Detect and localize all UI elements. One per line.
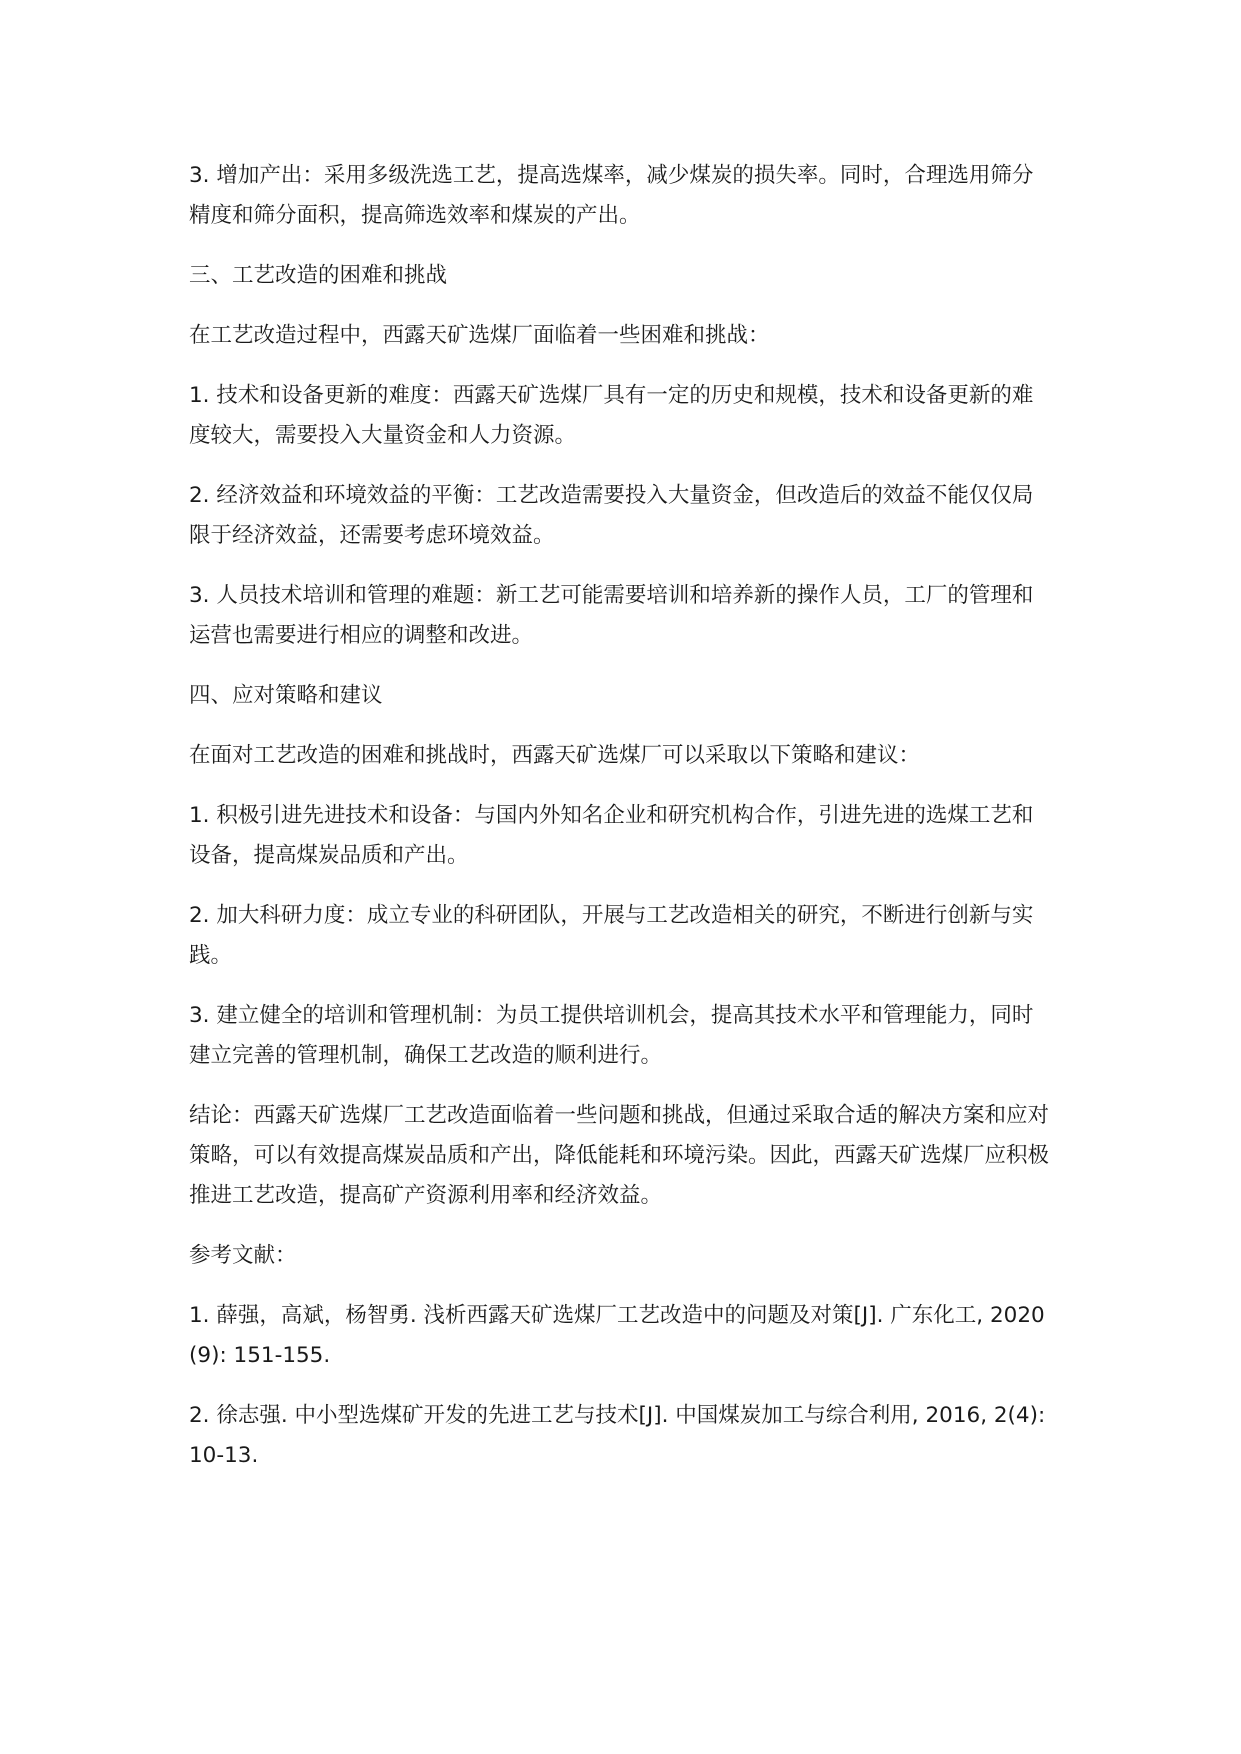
section-heading-strategies: 四、应对策略和建议 xyxy=(189,683,383,708)
paragraph-conclusion: 结论：西露天矿选煤厂工艺改造面临着一些问题和挑战，但通过采取合适的解决方案和应对策略，可以有效提高煤炭品质和产出，降低能耗和环境污染。因此，西露天矿选煤厂应积极推进工艺改造，提高矿产资源利用率和经济效益。 xyxy=(189,1103,1050,1208)
document-body xyxy=(189,156,1049,1496)
paragraph-strategy-3: 3. 建立健全的培训和管理机制：为员工提供培训机会，提高其技术水平和管理能力，同时建立完善的管理机制，确保工艺改造的顺利进行。 xyxy=(189,1003,1034,1068)
paragraph-strategies-intro: 在面对工艺改造的困难和挑战时，西露天矿选煤厂可以采取以下策略和建议： xyxy=(189,743,921,768)
paragraph-difficulties-intro: 在工艺改造过程中，西露天矿选煤厂面临着一些困难和挑战： xyxy=(189,323,770,348)
section-heading-difficulties: 三、工艺改造的困难和挑战 xyxy=(189,263,448,288)
paragraph-strategy-2: 2. 加大科研力度：成立专业的科研团队，开展与工艺改造相关的研究，不断进行创新与实践。 xyxy=(189,903,1034,968)
reference-item-1: 1. 薛强，高斌，杨智勇. 浅析西露天矿选煤厂工艺改造中的问题及对策[J]. 广东化工, 2020(9): 151-155. xyxy=(189,1303,1045,1368)
paragraph-difficulty-2: 2. 经济效益和环境效益的平衡：工艺改造需要投入大量资金，但改造后的效益不能仅仅局限于经济效益，还需要考虑环境效益。 xyxy=(189,483,1034,548)
reference-item-2: 2. 徐志强. 中小型选煤矿开发的先进工艺与技术[J]. 中国煤炭加工与综合利用, 2016, 2(4): 10-13. xyxy=(189,1403,1046,1468)
paragraph-strategy-1: 1. 积极引进先进技术和设备：与国内外知名企业和研究机构合作，引进先进的选煤工艺和设备，提高煤炭品质和产出。 xyxy=(189,803,1034,868)
paragraph-difficulty-3: 3. 人员技术培训和管理的难题：新工艺可能需要培训和培养新的操作人员，工厂的管理和运营也需要进行相应的调整和改进。 xyxy=(189,583,1034,648)
references-heading: 参考文献： xyxy=(189,1243,297,1268)
paragraph-difficulty-1: 1. 技术和设备更新的难度：西露天矿选煤厂具有一定的历史和规模，技术和设备更新的难度较大，需要投入大量资金和人力资源。 xyxy=(189,383,1034,448)
paragraph-increase-output: 3. 增加产出：采用多级洗选工艺，提高选煤率，减少煤炭的损失率。同时，合理选用筛分精度和筛分面积，提高筛选效率和煤炭的产出。 xyxy=(189,163,1034,228)
